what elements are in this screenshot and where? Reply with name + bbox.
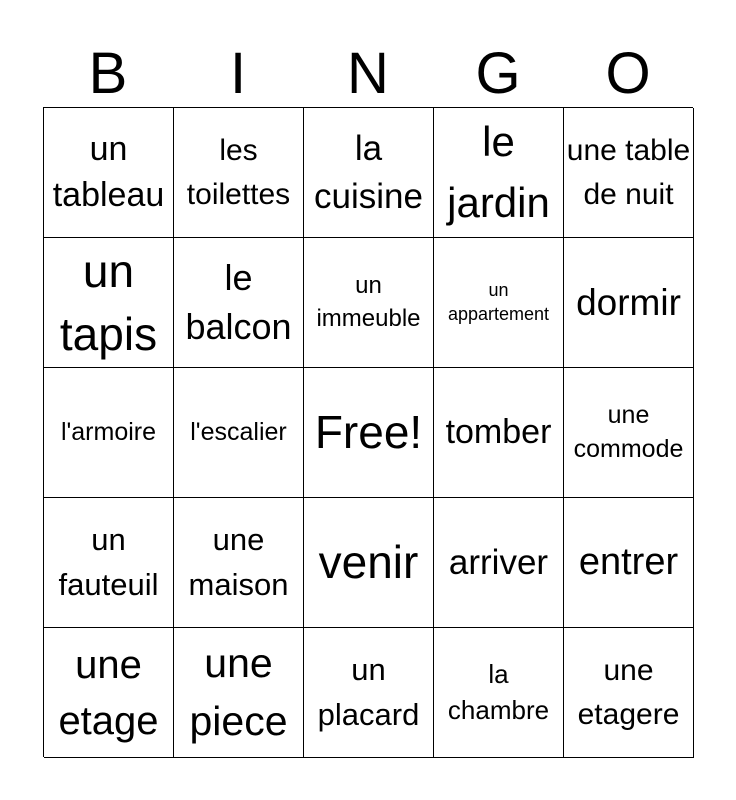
cell-text: une table de nuit — [566, 134, 691, 211]
bingo-cell[interactable] — [434, 238, 564, 368]
cell-text: venir — [318, 536, 419, 589]
cell-text: le jardin — [447, 117, 550, 226]
bingo-cell[interactable] — [304, 108, 434, 238]
cell-text: les toilettes — [186, 134, 291, 211]
bingo-cell[interactable] — [434, 108, 564, 238]
cell-text: un fauteuil — [58, 521, 159, 602]
cell-text: un tableau — [52, 129, 165, 214]
cell-text: entrer — [578, 540, 679, 583]
bingo-board — [43, 107, 693, 757]
bingo-header — [43, 40, 693, 108]
cell-text: le balcon — [185, 256, 292, 347]
cell-text: une etage — [58, 642, 159, 743]
bingo-cell[interactable] — [44, 498, 174, 628]
bingo-cell[interactable] — [174, 238, 304, 368]
cell-text: un tapis — [59, 245, 158, 360]
cell-text: dormir — [576, 281, 681, 323]
cell-text: l'escalier — [190, 417, 287, 446]
bingo-cell[interactable] — [434, 628, 564, 758]
free-space-text: Free! — [314, 405, 423, 458]
bingo-cell[interactable] — [44, 368, 174, 498]
bingo-cell[interactable] — [304, 238, 434, 368]
header-letter-o: O — [605, 41, 651, 106]
bingo-cell[interactable] — [174, 108, 304, 238]
bingo-cell[interactable] — [304, 628, 434, 758]
bingo-cell bingo-free-cell[interactable] — [304, 368, 434, 498]
cell-text: la chambre — [447, 659, 550, 725]
bingo-cell[interactable] — [174, 628, 304, 758]
cell-text: une maison — [188, 521, 289, 602]
cell-text: une piece — [189, 640, 288, 744]
cell-text: un appartement — [447, 280, 550, 324]
bingo-cell[interactable] — [564, 108, 694, 238]
bingo-cell[interactable] — [44, 238, 174, 368]
cell-text: une etagere — [577, 654, 680, 731]
header-letter-i: I — [229, 41, 247, 106]
bingo-cell[interactable] — [44, 628, 174, 758]
cell-text: une commode — [573, 400, 684, 463]
bingo-cell[interactable] — [174, 368, 304, 498]
header-letter-b: B — [88, 41, 128, 106]
cell-text: un placard — [317, 651, 420, 732]
cell-text: l'armoire — [60, 417, 157, 446]
bingo-cell[interactable] — [564, 238, 694, 368]
header-letter-g: G — [475, 41, 521, 106]
cell-text: tomber — [445, 412, 552, 451]
header-letter-n: N — [347, 41, 389, 106]
bingo-cell[interactable] — [564, 628, 694, 758]
cell-text: un immeuble — [316, 272, 421, 332]
bingo-cell[interactable] — [174, 498, 304, 628]
cell-text: arriver — [448, 542, 549, 582]
bingo-cell[interactable] — [564, 498, 694, 628]
bingo-cell[interactable] — [304, 498, 434, 628]
bingo-cell[interactable] — [434, 368, 564, 498]
cell-text: la cuisine — [314, 129, 423, 216]
bingo-cell[interactable] — [564, 368, 694, 498]
bingo-cell[interactable] — [44, 108, 174, 238]
bingo-cell[interactable] — [434, 498, 564, 628]
